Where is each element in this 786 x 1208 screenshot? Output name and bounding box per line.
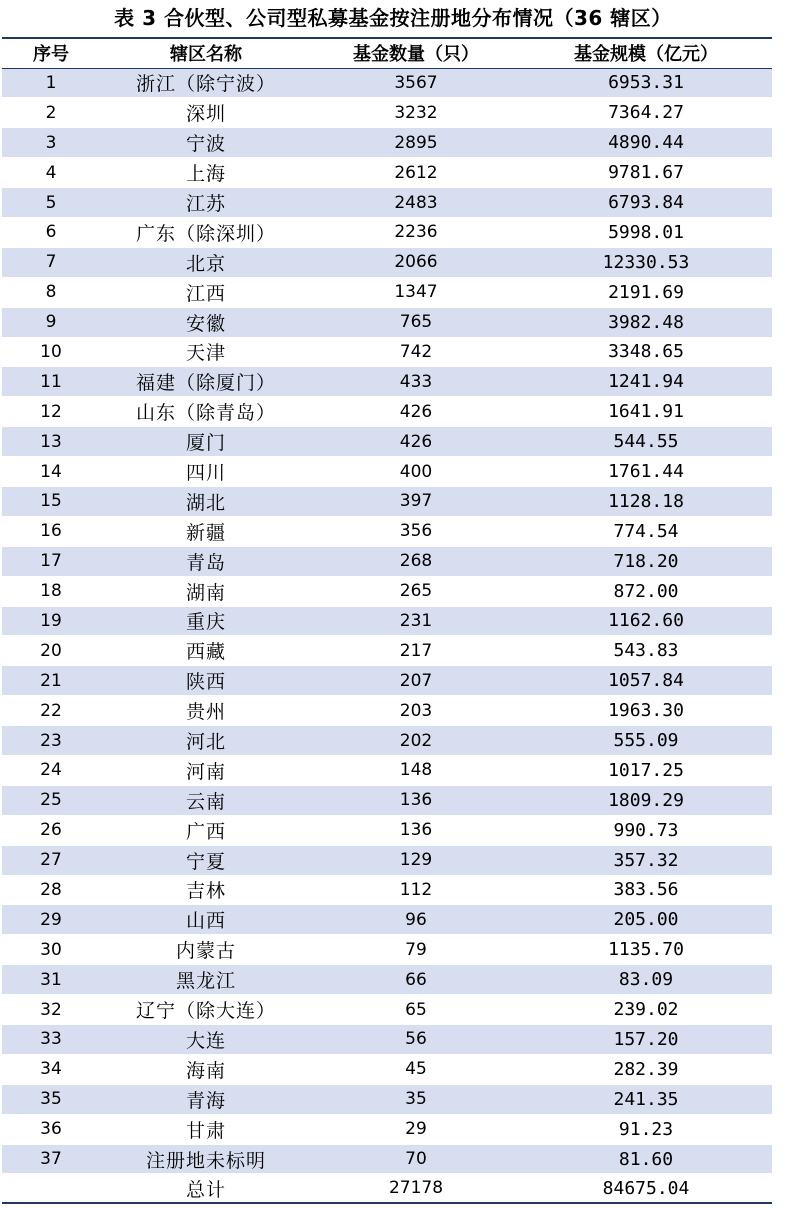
region-name: 内蒙古 <box>100 935 312 965</box>
header-fund-scale: 基金规模（亿元） <box>520 38 772 68</box>
fund-scale: 1809.29 <box>520 785 772 815</box>
fund-scale: 6793.84 <box>520 188 772 218</box>
table-row <box>2 1025 772 1055</box>
fund-scale: 1241.94 <box>520 367 772 397</box>
fund-count: 112 <box>312 875 520 905</box>
table-row <box>2 636 772 666</box>
region-name: 天津 <box>100 337 312 367</box>
table-row <box>2 516 772 546</box>
fund-count: 129 <box>312 845 520 875</box>
fund-scale: 1761.44 <box>520 457 772 487</box>
fund-count: 136 <box>312 815 520 845</box>
row-index: 10 <box>2 337 100 367</box>
table-row <box>2 935 772 965</box>
header-region: 辖区名称 <box>100 38 312 68</box>
fund-count: 231 <box>312 606 520 636</box>
region-name: 贵州 <box>100 696 312 726</box>
row-index: 32 <box>2 995 100 1025</box>
fund-scale: 774.54 <box>520 516 772 546</box>
row-index: 31 <box>2 965 100 995</box>
table-row <box>2 457 772 487</box>
region-name: 山西 <box>100 905 312 935</box>
row-index: 12 <box>2 397 100 427</box>
fund-count: 65 <box>312 995 520 1025</box>
table-row <box>2 965 772 995</box>
table-row <box>2 128 772 158</box>
fund-count: 1347 <box>312 277 520 307</box>
table-row <box>2 1144 772 1174</box>
fund-count: 136 <box>312 785 520 815</box>
total-index <box>2 1174 100 1203</box>
fund-scale: 555.09 <box>520 726 772 756</box>
table-row <box>2 307 772 337</box>
total-row <box>2 1174 772 1203</box>
fund-scale: 12330.53 <box>520 247 772 277</box>
fund-count: 400 <box>312 457 520 487</box>
fund-count: 3232 <box>312 98 520 128</box>
row-index: 5 <box>2 188 100 218</box>
region-name: 陕西 <box>100 666 312 696</box>
row-index: 30 <box>2 935 100 965</box>
table-row <box>2 815 772 845</box>
region-name: 浙江（除宁波） <box>100 68 312 98</box>
row-index: 6 <box>2 217 100 247</box>
region-name: 广东（除深圳） <box>100 217 312 247</box>
fund-scale: 1017.25 <box>520 755 772 785</box>
total-fund-count: 27178 <box>312 1174 520 1203</box>
fund-count: 207 <box>312 666 520 696</box>
table-row <box>2 1114 772 1144</box>
fund-scale: 91.23 <box>520 1114 772 1144</box>
fund-count: 433 <box>312 367 520 397</box>
fund-scale: 4890.44 <box>520 128 772 158</box>
table-row <box>2 98 772 128</box>
fund-count: 2066 <box>312 247 520 277</box>
header-row <box>2 38 772 68</box>
header-fund-count: 基金数量（只） <box>312 38 520 68</box>
fund-count: 265 <box>312 576 520 606</box>
region-name: 湖北 <box>100 486 312 516</box>
fund-count: 742 <box>312 337 520 367</box>
table-row <box>2 606 772 636</box>
fund-count: 3567 <box>312 68 520 98</box>
row-index: 17 <box>2 546 100 576</box>
region-name: 注册地未标明 <box>100 1144 312 1174</box>
table-row <box>2 486 772 516</box>
fund-count: 202 <box>312 726 520 756</box>
table-row <box>2 726 772 756</box>
row-index: 18 <box>2 576 100 606</box>
table-row <box>2 217 772 247</box>
fund-scale: 239.02 <box>520 995 772 1025</box>
fund-scale: 9781.67 <box>520 158 772 188</box>
table-row <box>2 277 772 307</box>
region-name: 福建（除厦门） <box>100 367 312 397</box>
region-name: 辽宁（除大连） <box>100 995 312 1025</box>
region-name: 北京 <box>100 247 312 277</box>
row-index: 22 <box>2 696 100 726</box>
table-row <box>2 427 772 457</box>
row-index: 3 <box>2 128 100 158</box>
fund-count: 2612 <box>312 158 520 188</box>
table-title: 表 3 合伙型、公司型私募基金按注册地分布情况（36 辖区） <box>114 6 672 30</box>
fund-scale: 6953.31 <box>520 68 772 98</box>
region-name: 西藏 <box>100 636 312 666</box>
table-row <box>2 68 772 98</box>
row-index: 24 <box>2 755 100 785</box>
fund-scale: 383.56 <box>520 875 772 905</box>
fund-count: 203 <box>312 696 520 726</box>
fund-count: 217 <box>312 636 520 666</box>
fund-scale: 718.20 <box>520 546 772 576</box>
region-name: 河北 <box>100 726 312 756</box>
region-name: 江西 <box>100 277 312 307</box>
row-index: 19 <box>2 606 100 636</box>
fund-scale: 282.39 <box>520 1054 772 1084</box>
row-index: 28 <box>2 875 100 905</box>
table-row <box>2 1054 772 1084</box>
row-index: 1 <box>2 68 100 98</box>
row-index: 14 <box>2 457 100 487</box>
fund-count: 765 <box>312 307 520 337</box>
fund-scale: 3982.48 <box>520 307 772 337</box>
fund-count: 66 <box>312 965 520 995</box>
table-row <box>2 188 772 218</box>
fund-scale: 3348.65 <box>520 337 772 367</box>
table-row <box>2 845 772 875</box>
fund-scale: 1963.30 <box>520 696 772 726</box>
region-name: 四川 <box>100 457 312 487</box>
row-index: 9 <box>2 307 100 337</box>
region-name: 湖南 <box>100 576 312 606</box>
region-name: 新疆 <box>100 516 312 546</box>
region-name: 青岛 <box>100 546 312 576</box>
row-index: 33 <box>2 1025 100 1055</box>
row-index: 26 <box>2 815 100 845</box>
table-row <box>2 247 772 277</box>
region-name: 青海 <box>100 1084 312 1114</box>
table-row <box>2 397 772 427</box>
row-index: 29 <box>2 905 100 935</box>
total-fund-scale: 84675.04 <box>520 1174 772 1203</box>
table-row <box>2 337 772 367</box>
fund-scale: 357.32 <box>520 845 772 875</box>
region-name: 广西 <box>100 815 312 845</box>
fund-count: 2895 <box>312 128 520 158</box>
region-name: 宁夏 <box>100 845 312 875</box>
row-index: 21 <box>2 666 100 696</box>
fund-scale: 1128.18 <box>520 486 772 516</box>
fund-count: 79 <box>312 935 520 965</box>
fund-scale: 205.00 <box>520 905 772 935</box>
fund-count: 96 <box>312 905 520 935</box>
row-index: 25 <box>2 785 100 815</box>
region-name: 吉林 <box>100 875 312 905</box>
region-name: 河南 <box>100 755 312 785</box>
fund-scale: 990.73 <box>520 815 772 845</box>
row-index: 34 <box>2 1054 100 1084</box>
table-row <box>2 875 772 905</box>
fund-scale: 83.09 <box>520 965 772 995</box>
region-name: 江苏 <box>100 188 312 218</box>
table-row <box>2 546 772 576</box>
fund-count: 29 <box>312 1114 520 1144</box>
fund-count: 426 <box>312 427 520 457</box>
fund-scale: 157.20 <box>520 1025 772 1055</box>
fund-count: 35 <box>312 1084 520 1114</box>
row-index: 35 <box>2 1084 100 1114</box>
table-row <box>2 785 772 815</box>
table-row <box>2 755 772 785</box>
region-name: 甘肃 <box>100 1114 312 1144</box>
table-row <box>2 696 772 726</box>
row-index: 13 <box>2 427 100 457</box>
table-row <box>2 666 772 696</box>
row-index: 11 <box>2 367 100 397</box>
row-index: 8 <box>2 277 100 307</box>
region-name: 厦门 <box>100 427 312 457</box>
fund-count: 268 <box>312 546 520 576</box>
region-name: 云南 <box>100 785 312 815</box>
fund-scale: 544.55 <box>520 427 772 457</box>
row-index: 23 <box>2 726 100 756</box>
fund-scale: 1057.84 <box>520 666 772 696</box>
region-name: 宁波 <box>100 128 312 158</box>
total-label: 总计 <box>100 1174 312 1203</box>
fund-count: 56 <box>312 1025 520 1055</box>
fund-count: 2483 <box>312 188 520 218</box>
row-index: 15 <box>2 486 100 516</box>
fund-scale: 872.00 <box>520 576 772 606</box>
table-row <box>2 576 772 606</box>
table-row <box>2 905 772 935</box>
fund-scale: 543.83 <box>520 636 772 666</box>
table-row <box>2 995 772 1025</box>
row-index: 2 <box>2 98 100 128</box>
header-index: 序号 <box>2 38 100 68</box>
fund-scale: 5998.01 <box>520 217 772 247</box>
fund-scale: 2191.69 <box>520 277 772 307</box>
table-row <box>2 158 772 188</box>
region-name: 上海 <box>100 158 312 188</box>
fund-count: 397 <box>312 486 520 516</box>
region-name: 山东（除青岛） <box>100 397 312 427</box>
row-index: 4 <box>2 158 100 188</box>
table-row <box>2 1084 772 1114</box>
table-row <box>2 367 772 397</box>
region-name: 大连 <box>100 1025 312 1055</box>
fund-count: 148 <box>312 755 520 785</box>
fund-count: 70 <box>312 1144 520 1174</box>
fund-scale: 7364.27 <box>520 98 772 128</box>
row-index: 20 <box>2 636 100 666</box>
fund-count: 45 <box>312 1054 520 1084</box>
fund-scale: 81.60 <box>520 1144 772 1174</box>
fund-count: 356 <box>312 516 520 546</box>
region-name: 安徽 <box>100 307 312 337</box>
row-index: 27 <box>2 845 100 875</box>
region-name: 黑龙江 <box>100 965 312 995</box>
fund-distribution-table <box>2 37 772 1204</box>
region-name: 深圳 <box>100 98 312 128</box>
fund-scale: 241.35 <box>520 1084 772 1114</box>
fund-scale: 1162.60 <box>520 606 772 636</box>
fund-count: 2236 <box>312 217 520 247</box>
fund-scale: 1135.70 <box>520 935 772 965</box>
fund-count: 426 <box>312 397 520 427</box>
row-index: 16 <box>2 516 100 546</box>
row-index: 37 <box>2 1144 100 1174</box>
region-name: 重庆 <box>100 606 312 636</box>
fund-scale: 1641.91 <box>520 397 772 427</box>
region-name: 海南 <box>100 1054 312 1084</box>
row-index: 7 <box>2 247 100 277</box>
row-index: 36 <box>2 1114 100 1144</box>
